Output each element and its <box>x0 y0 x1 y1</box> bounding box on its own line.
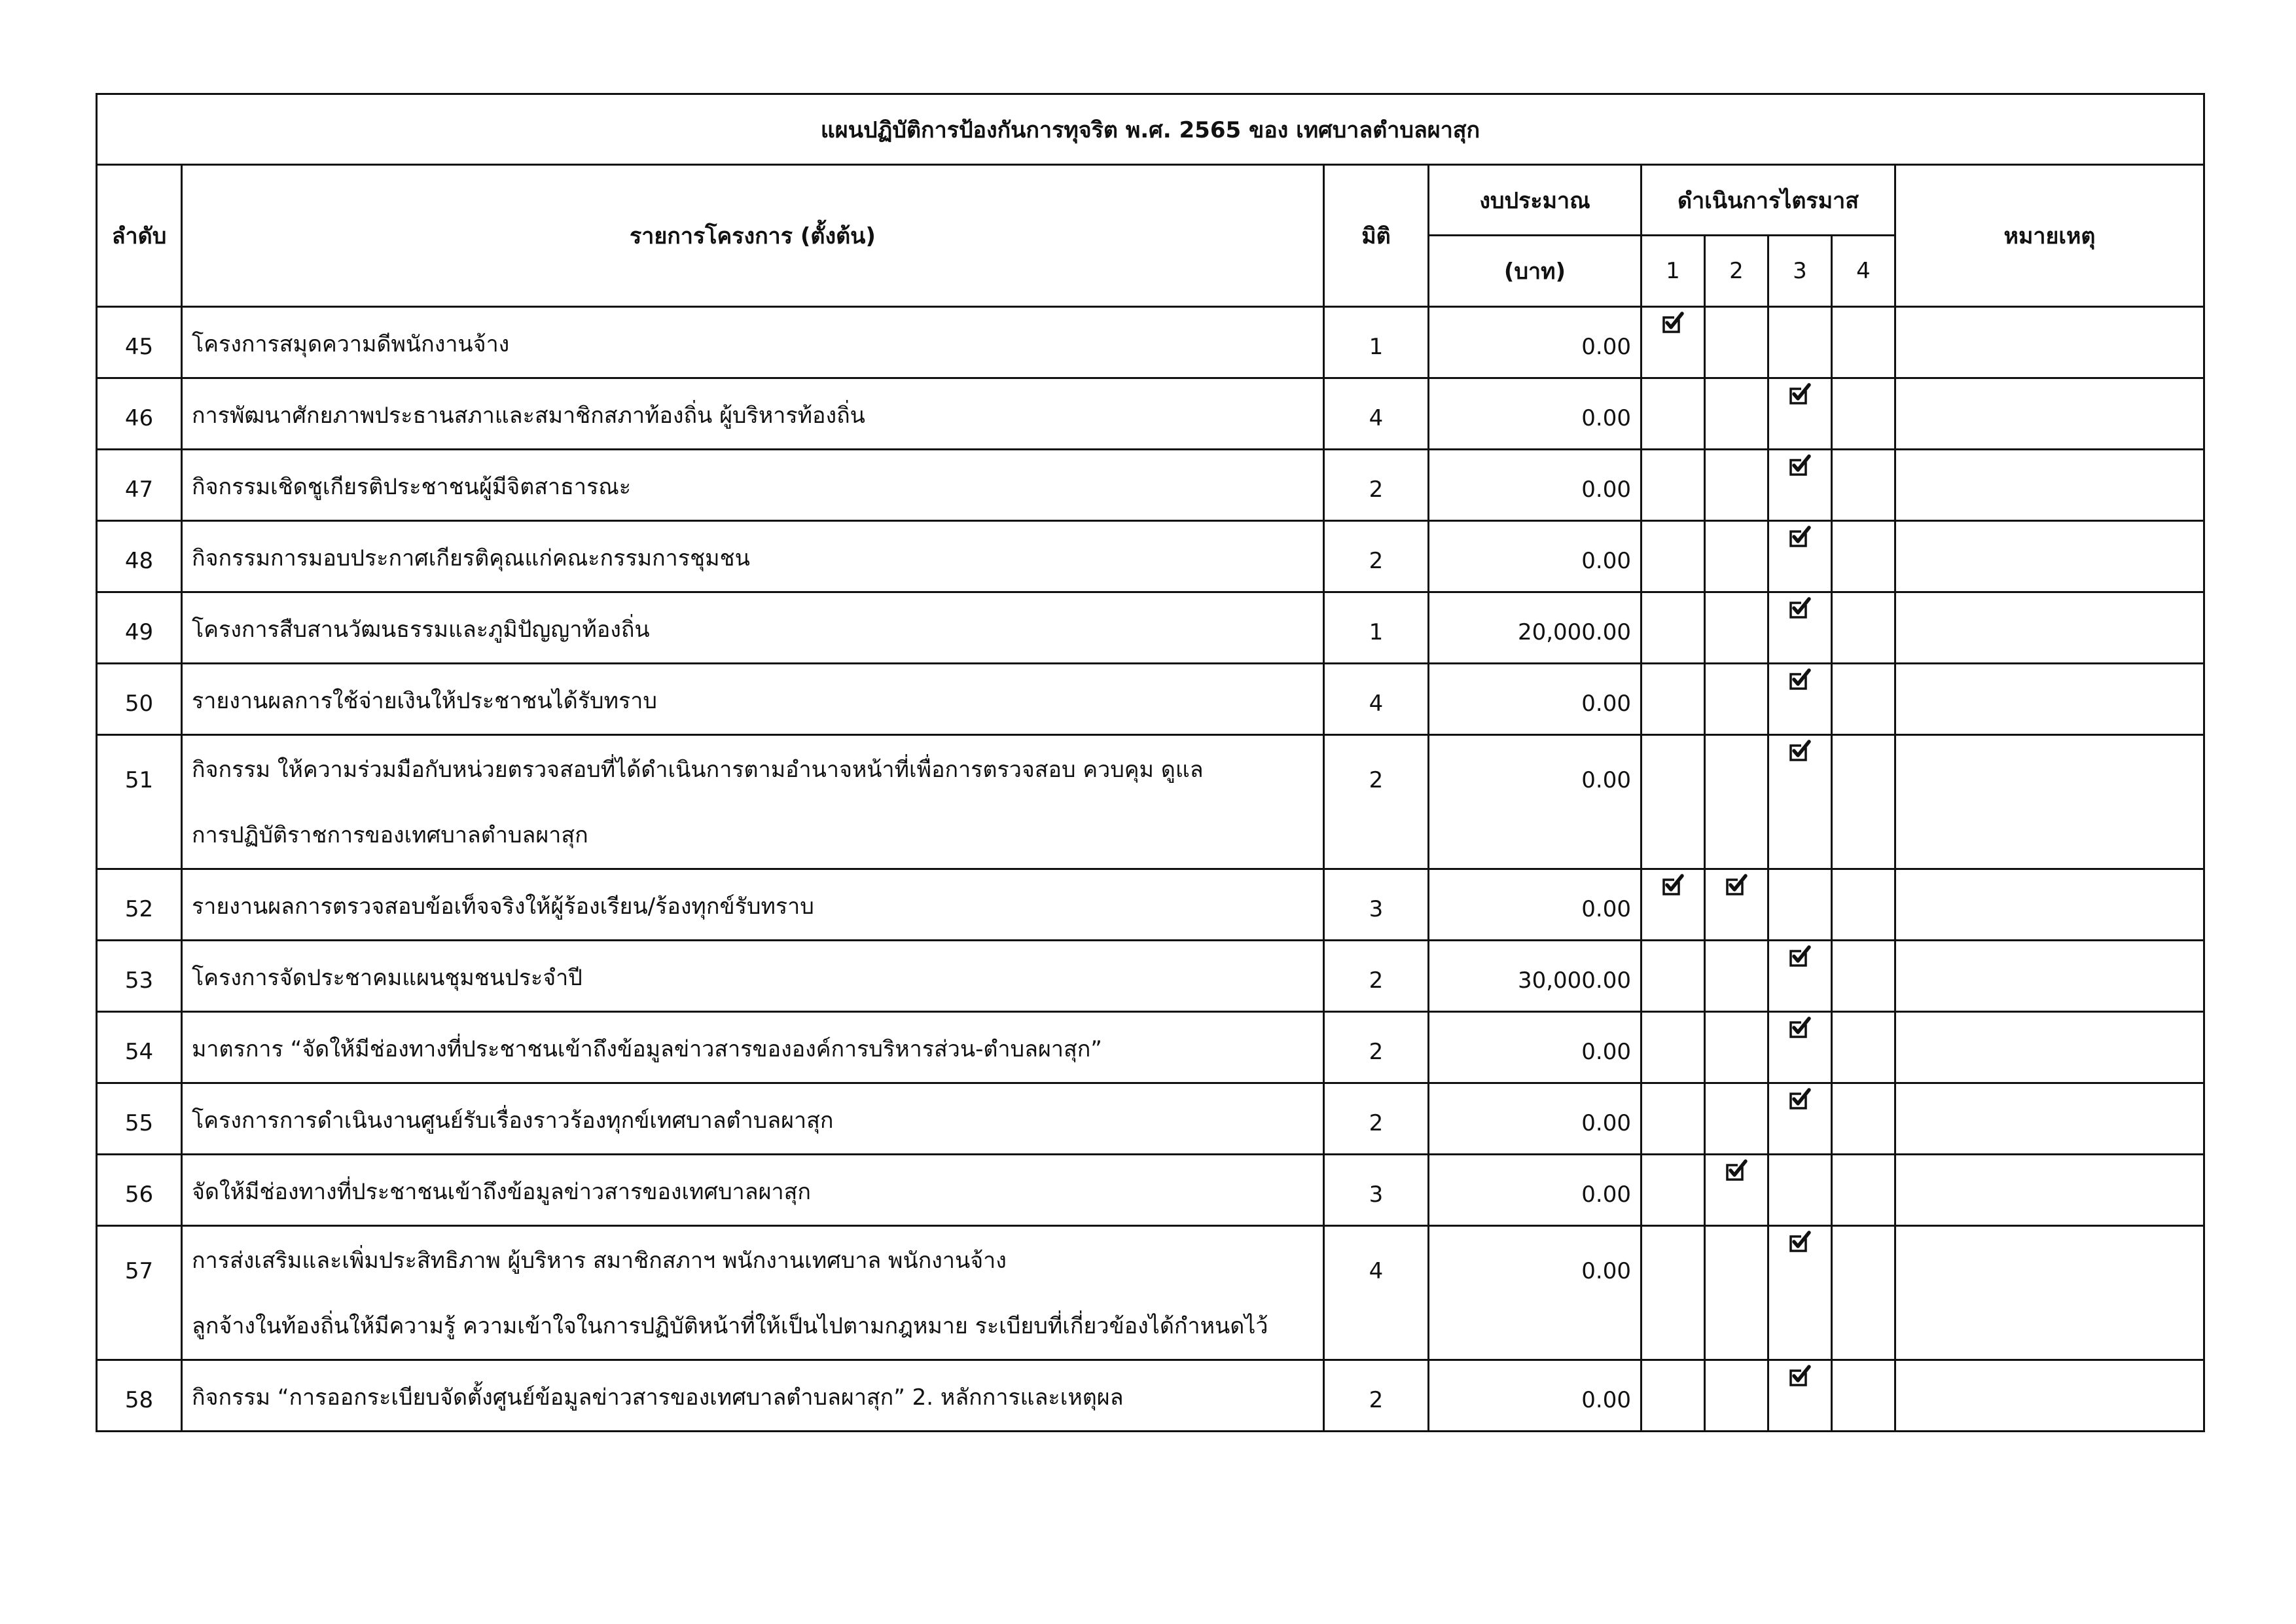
remark-cell <box>1895 1083 2204 1155</box>
project-name-line: ลูกจ้างในท้องถิ่นให้มีความรู้ ความเข้าใจในการปฏิบัติหน้าที่ให้เป็นไปตามกฎหมาย ระเบียบที่เกี่ยวข้องได้กำหนดไว้ <box>192 1313 1268 1339</box>
header-order: ลำดับ <box>97 165 182 307</box>
quarter-2-cell <box>1705 664 1768 735</box>
budget-value: 0.00 <box>1429 307 1641 378</box>
remark-cell <box>1895 869 2204 941</box>
check-box-icon <box>1788 1088 1812 1111</box>
project-name-line: โครงการสืบสานวัฒนธรรมและภูมิปัญญาท้องถิ่น <box>192 617 650 643</box>
row-number: 54 <box>97 1012 182 1083</box>
table-body <box>97 307 2204 1432</box>
quarter-4-cell <box>1832 735 1895 869</box>
quarter-4-cell <box>1832 450 1895 521</box>
check-box-icon <box>1788 1231 1812 1254</box>
quarter-4-cell <box>1832 664 1895 735</box>
dimension-value: 4 <box>1324 1226 1429 1360</box>
budget-value: 0.00 <box>1429 1155 1641 1226</box>
quarter-1-cell <box>1641 592 1705 664</box>
dimension-value: 1 <box>1324 592 1429 664</box>
action-plan-sheet <box>96 93 2203 1432</box>
row-number: 58 <box>97 1360 182 1432</box>
dimension-value: 3 <box>1324 869 1429 941</box>
row-number: 45 <box>97 307 182 378</box>
project-name-line: รายงานผลการใช้จ่ายเงินให้ประชาชนได้รับทราบ <box>192 688 657 714</box>
project-name-line: รายงานผลการตรวจสอบข้อเท็จจริงให้ผู้ร้องเรียน/ร้องทุกข์รับทราบ <box>192 893 814 920</box>
check-box-icon <box>1788 740 1812 763</box>
project-name-line: กิจกรรมเชิดชูเกียรติประชาชนผู้มีจิตสาธารณะ <box>192 474 632 500</box>
quarter-3-cell <box>1768 941 1832 1012</box>
header-budget-unit: (บาท) <box>1429 236 1641 307</box>
project-name <box>182 1226 1324 1360</box>
dimension-value: 2 <box>1324 1360 1429 1432</box>
row-number: 47 <box>97 450 182 521</box>
project-name-line: มาตรการ “จัดให้มีช่องทางที่ประชาชนเข้าถึงข้อมูลข่าวสารขององค์การบริหารส่วน-ตำบลผาสุก” <box>192 1036 1102 1062</box>
check-box-icon <box>1788 526 1812 549</box>
quarter-1-cell <box>1641 450 1705 521</box>
project-name <box>182 450 1324 521</box>
quarter-3-cell <box>1768 521 1832 592</box>
header-q4: 4 <box>1832 236 1895 307</box>
remark-cell <box>1895 1155 2204 1226</box>
row-number: 57 <box>97 1226 182 1360</box>
table-row <box>97 1360 2204 1432</box>
quarter-2-cell <box>1705 1155 1768 1226</box>
budget-value: 0.00 <box>1429 1226 1641 1360</box>
project-name-line: การปฏิบัติราชการของเทศบาลตำบลผาสุก <box>192 822 588 848</box>
dimension-value: 2 <box>1324 521 1429 592</box>
table-row <box>97 450 2204 521</box>
table-row <box>97 521 2204 592</box>
quarter-2-cell <box>1705 450 1768 521</box>
check-box-icon <box>1788 1017 1812 1040</box>
budget-value: 0.00 <box>1429 1083 1641 1155</box>
quarter-4-cell <box>1832 941 1895 1012</box>
dimension-value: 2 <box>1324 1083 1429 1155</box>
quarter-4-cell <box>1832 1155 1895 1226</box>
project-name <box>182 378 1324 450</box>
quarter-3-cell <box>1768 664 1832 735</box>
quarter-4-cell <box>1832 1226 1895 1360</box>
row-number: 51 <box>97 735 182 869</box>
budget-value: 0.00 <box>1429 378 1641 450</box>
header-q1: 1 <box>1641 236 1705 307</box>
quarter-3-cell <box>1768 1083 1832 1155</box>
quarter-2-cell <box>1705 1226 1768 1360</box>
project-name <box>182 869 1324 941</box>
project-name <box>182 1083 1324 1155</box>
check-box-icon <box>1788 668 1812 692</box>
project-name-line: โครงการสมุดความดีพนักงานจ้าง <box>192 331 510 357</box>
check-box-icon <box>1788 454 1812 478</box>
quarter-1-cell <box>1641 1155 1705 1226</box>
project-name-line: กิจกรรม “การออกระเบียบจัดตั้งศูนย์ข้อมูลข่าวสารของเทศบาลตำบลผาสุก” 2. หลักการและเหตุผล <box>192 1384 1124 1411</box>
table-row <box>97 664 2204 735</box>
row-number: 53 <box>97 941 182 1012</box>
quarter-3-cell <box>1768 1226 1832 1360</box>
dimension-value: 1 <box>1324 307 1429 378</box>
budget-value: 20,000.00 <box>1429 592 1641 664</box>
remark-cell <box>1895 1226 2204 1360</box>
header-q3: 3 <box>1768 236 1832 307</box>
dimension-value: 2 <box>1324 941 1429 1012</box>
dimension-value: 2 <box>1324 1012 1429 1083</box>
dimension-value: 2 <box>1324 450 1429 521</box>
table-row <box>97 1155 2204 1226</box>
project-name-line: โครงการจัดประชาคมแผนชุมชนประจำปี <box>192 965 583 991</box>
table-row <box>97 592 2204 664</box>
quarter-1-cell <box>1641 521 1705 592</box>
quarter-4-cell <box>1832 521 1895 592</box>
dimension-value: 4 <box>1324 664 1429 735</box>
check-box-icon <box>1788 383 1812 406</box>
project-name <box>182 941 1324 1012</box>
remark-cell <box>1895 378 2204 450</box>
project-name <box>182 521 1324 592</box>
budget-value: 0.00 <box>1429 664 1641 735</box>
quarter-1-cell <box>1641 664 1705 735</box>
quarter-4-cell <box>1832 307 1895 378</box>
project-name-line: การส่งเสริมและเพิ่มประสิทธิภาพ ผู้บริหาร สมาชิกสภาฯ พนักงานเทศบาล พนักงานจ้าง <box>192 1248 1007 1274</box>
row-number: 52 <box>97 869 182 941</box>
dimension-value: 3 <box>1324 1155 1429 1226</box>
quarter-4-cell <box>1832 592 1895 664</box>
row-number: 46 <box>97 378 182 450</box>
quarter-3-cell <box>1768 307 1832 378</box>
quarter-1-cell <box>1641 1083 1705 1155</box>
row-number: 48 <box>97 521 182 592</box>
header-project: รายการโครงการ (ตั้งต้น) <box>182 165 1324 307</box>
remark-cell <box>1895 735 2204 869</box>
table-row <box>97 1012 2204 1083</box>
remark-cell <box>1895 521 2204 592</box>
dimension-value: 4 <box>1324 378 1429 450</box>
quarter-1-cell <box>1641 941 1705 1012</box>
remark-cell <box>1895 450 2204 521</box>
table-row <box>97 941 2204 1012</box>
quarter-3-cell <box>1768 1360 1832 1432</box>
check-box-icon <box>1788 945 1812 969</box>
quarter-1-cell <box>1641 307 1705 378</box>
check-box-icon <box>1788 597 1812 621</box>
table-row <box>97 378 2204 450</box>
quarter-1-cell <box>1641 1012 1705 1083</box>
header-budget: งบประมาณ <box>1429 165 1641 236</box>
project-name <box>182 664 1324 735</box>
quarter-3-cell <box>1768 1155 1832 1226</box>
dimension-value: 2 <box>1324 735 1429 869</box>
budget-value: 0.00 <box>1429 450 1641 521</box>
budget-value: 30,000.00 <box>1429 941 1641 1012</box>
quarter-4-cell <box>1832 378 1895 450</box>
quarter-1-cell <box>1641 735 1705 869</box>
check-box-icon <box>1661 874 1685 897</box>
project-name-line: โครงการการดำเนินงานศูนย์รับเรื่องราวร้องทุกข์เทศบาลตำบลผาสุก <box>192 1108 834 1134</box>
header-remark: หมายเหตุ <box>1895 165 2204 307</box>
quarter-3-cell <box>1768 450 1832 521</box>
table-row <box>97 307 2204 378</box>
project-name-line: การพัฒนาศักยภาพประธานสภาและสมาชิกสภาท้องถิ่น ผู้บริหารท้องถิ่น <box>192 403 865 429</box>
project-name-line: กิจกรรม ให้ความร่วมมือกับหน่วยตรวจสอบที่ได้ดำเนินการตามอำนาจหน้าที่เพื่อการตรวจสอบ ควบคุม ดูแล <box>192 757 1204 783</box>
quarter-4-cell <box>1832 1083 1895 1155</box>
quarter-2-cell <box>1705 1360 1768 1432</box>
quarter-4-cell <box>1832 1012 1895 1083</box>
quarter-1-cell <box>1641 1226 1705 1360</box>
project-name-line: จัดให้มีช่องทางที่ประชาชนเข้าถึงข้อมูลข่าวสารของเทศบาลผาสุก <box>192 1179 811 1205</box>
header-dimension: มิติ <box>1324 165 1429 307</box>
quarter-3-cell <box>1768 869 1832 941</box>
quarter-2-cell <box>1705 735 1768 869</box>
project-name <box>182 307 1324 378</box>
check-box-icon <box>1725 874 1748 897</box>
quarter-3-cell <box>1768 1012 1832 1083</box>
project-name <box>182 1012 1324 1083</box>
quarter-4-cell <box>1832 1360 1895 1432</box>
project-name <box>182 592 1324 664</box>
quarter-3-cell <box>1768 592 1832 664</box>
quarter-2-cell <box>1705 1083 1768 1155</box>
remark-cell <box>1895 592 2204 664</box>
quarter-1-cell <box>1641 378 1705 450</box>
budget-value: 0.00 <box>1429 735 1641 869</box>
budget-value: 0.00 <box>1429 869 1641 941</box>
quarter-2-cell <box>1705 1012 1768 1083</box>
row-number: 56 <box>97 1155 182 1226</box>
project-name <box>182 1360 1324 1432</box>
quarter-4-cell <box>1832 869 1895 941</box>
check-box-icon <box>1725 1159 1748 1183</box>
quarter-2-cell <box>1705 869 1768 941</box>
quarter-2-cell <box>1705 941 1768 1012</box>
quarter-2-cell <box>1705 521 1768 592</box>
quarter-2-cell <box>1705 592 1768 664</box>
budget-value: 0.00 <box>1429 1012 1641 1083</box>
header-quarters: ดำเนินการไตรมาส <box>1641 165 1895 236</box>
table-row <box>97 1226 2204 1360</box>
action-plan-table <box>96 93 2205 1432</box>
row-number: 49 <box>97 592 182 664</box>
table-row <box>97 1083 2204 1155</box>
project-name <box>182 1155 1324 1226</box>
budget-value: 0.00 <box>1429 521 1641 592</box>
project-name <box>182 735 1324 869</box>
row-number: 55 <box>97 1083 182 1155</box>
check-box-icon <box>1661 312 1685 335</box>
remark-cell <box>1895 941 2204 1012</box>
table-row <box>97 735 2204 869</box>
quarter-3-cell <box>1768 378 1832 450</box>
remark-cell <box>1895 307 2204 378</box>
quarter-2-cell <box>1705 378 1768 450</box>
budget-value: 0.00 <box>1429 1360 1641 1432</box>
quarter-1-cell <box>1641 869 1705 941</box>
quarter-3-cell <box>1768 735 1832 869</box>
header-q2: 2 <box>1705 236 1768 307</box>
check-box-icon <box>1788 1365 1812 1388</box>
remark-cell <box>1895 1012 2204 1083</box>
page-title: แผนปฏิบัติการป้องกันการทุจริต พ.ศ. 2565 ของ เทศบาลตำบลผาสุก <box>97 94 2204 165</box>
project-name-line: กิจกรรมการมอบประกาศเกียรติคุณแก่คณะกรรมการชุมชน <box>192 545 750 571</box>
quarter-1-cell <box>1641 1360 1705 1432</box>
row-number: 50 <box>97 664 182 735</box>
remark-cell <box>1895 664 2204 735</box>
quarter-2-cell <box>1705 307 1768 378</box>
table-row <box>97 869 2204 941</box>
remark-cell <box>1895 1360 2204 1432</box>
